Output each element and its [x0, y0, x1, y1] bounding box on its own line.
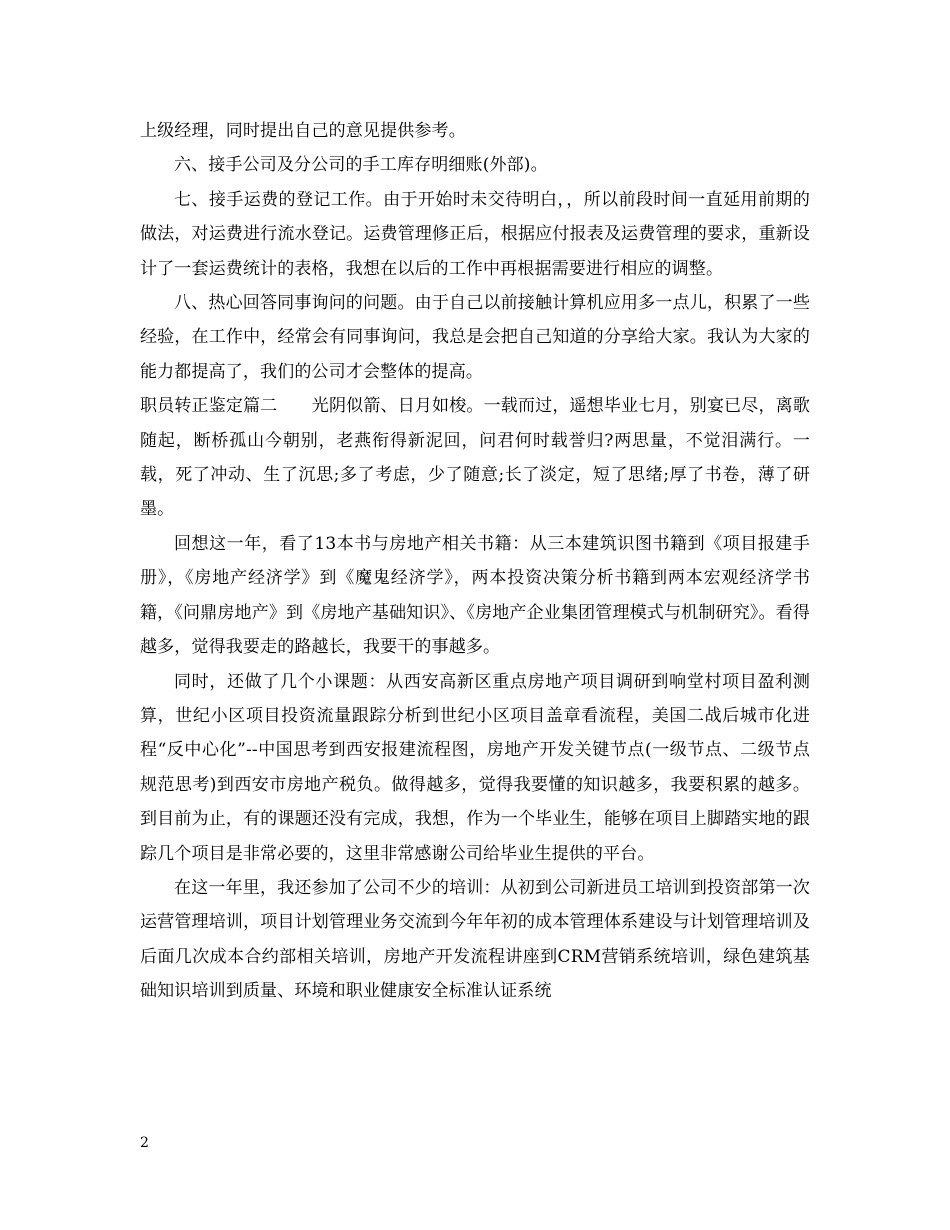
- paragraph-8: 在这一年里，我还参加了公司不少的培训：从初到公司新进员工培训到投资部第一次运营管理培训，项目计划管理业务交流到今年年初的成本管理体系建设与计划管理培训及后面几次成本合约部相关培训，房地产开发流程讲座到CRM营销系统培训，绿色建筑基础知识培训到质量、环境和职业健康安全标准认证系统: [140, 877, 810, 1002]
- paragraph-3: 七、接手运费的登记工作。由于开始时未交待明白，，所以前段时间一直延用前期的做法，对运费进行流水登记。运费管理修正后，根据应付报表及运费管理的要求，重新设计了一套运费统计的表格，我想在以后的工作中再根据需要进行相应的调整。: [140, 189, 810, 279]
- paragraph-7: 同时，还做了几个小课题：从西安高新区重点房地产项目调研到响堂村项目盈利测算，世纪小区项目投资流量跟踪分析到世纪小区项目盖章看流程，美国二战后城市化进程“反中心化”--中国思考到西安报建流程图，房地产开发关键节点(一级节点、二级节点规范思考)到西安市房地产税负。做得越多，觉得我要懂的知识越多，我要积累的越多。到目前为止，有的课题还没有完成，我想，作为一个毕业生，能够在项目上脚踏实地的跟踪几个项目是非常必要的，这里非常感谢公司给毕业生提供的平台。: [140, 671, 810, 864]
- paragraph-2: 六、接手公司及分公司的手工库存明细账(外部)。: [174, 155, 548, 176]
- paragraph-5: 职员转正鉴定篇二 光阴似箭、日月如梭。一载而过，遥想毕业七月，别宴已尽，离歌随起，断桥孤山今朝别，老燕衔得新泥回，问君何时载誉归?两思量，不觉泪满行。一载，死了冲动、生了沉思;多了考虑，少了随意;长了淡定，短了思绪;厚了书卷，薄了研墨。: [140, 396, 810, 520]
- paragraph-4: 八、热心回答同事询问的问题。由于自己以前接触计算机应用多一点儿，积累了一些经验，在工作中，经常会有同事询问，我总是会把自己知道的分享给大家。我认为大家的能力都提高了，我们的公司才会整体的提高。: [140, 293, 810, 382]
- document-body: [140, 114, 810, 1009]
- paragraph-1: 上级经理，同时提出自己的意见提供参考。: [140, 121, 466, 141]
- page-number: 2: [140, 1135, 149, 1151]
- paragraph-6: 回想这一年，看了13本书与房地产相关书籍：从三本建筑识图书籍到《项目报建手册》，《房地产经济学》到《魔鬼经济学》，两本投资决策分析书籍到两本宏观经济学书籍，《问鼎房地产》到《房地产基础知识》、《房地产企业集团管理模式与机制研究》。看得越多，觉得我要走的路越长，我要干的事越多。: [140, 533, 810, 658]
